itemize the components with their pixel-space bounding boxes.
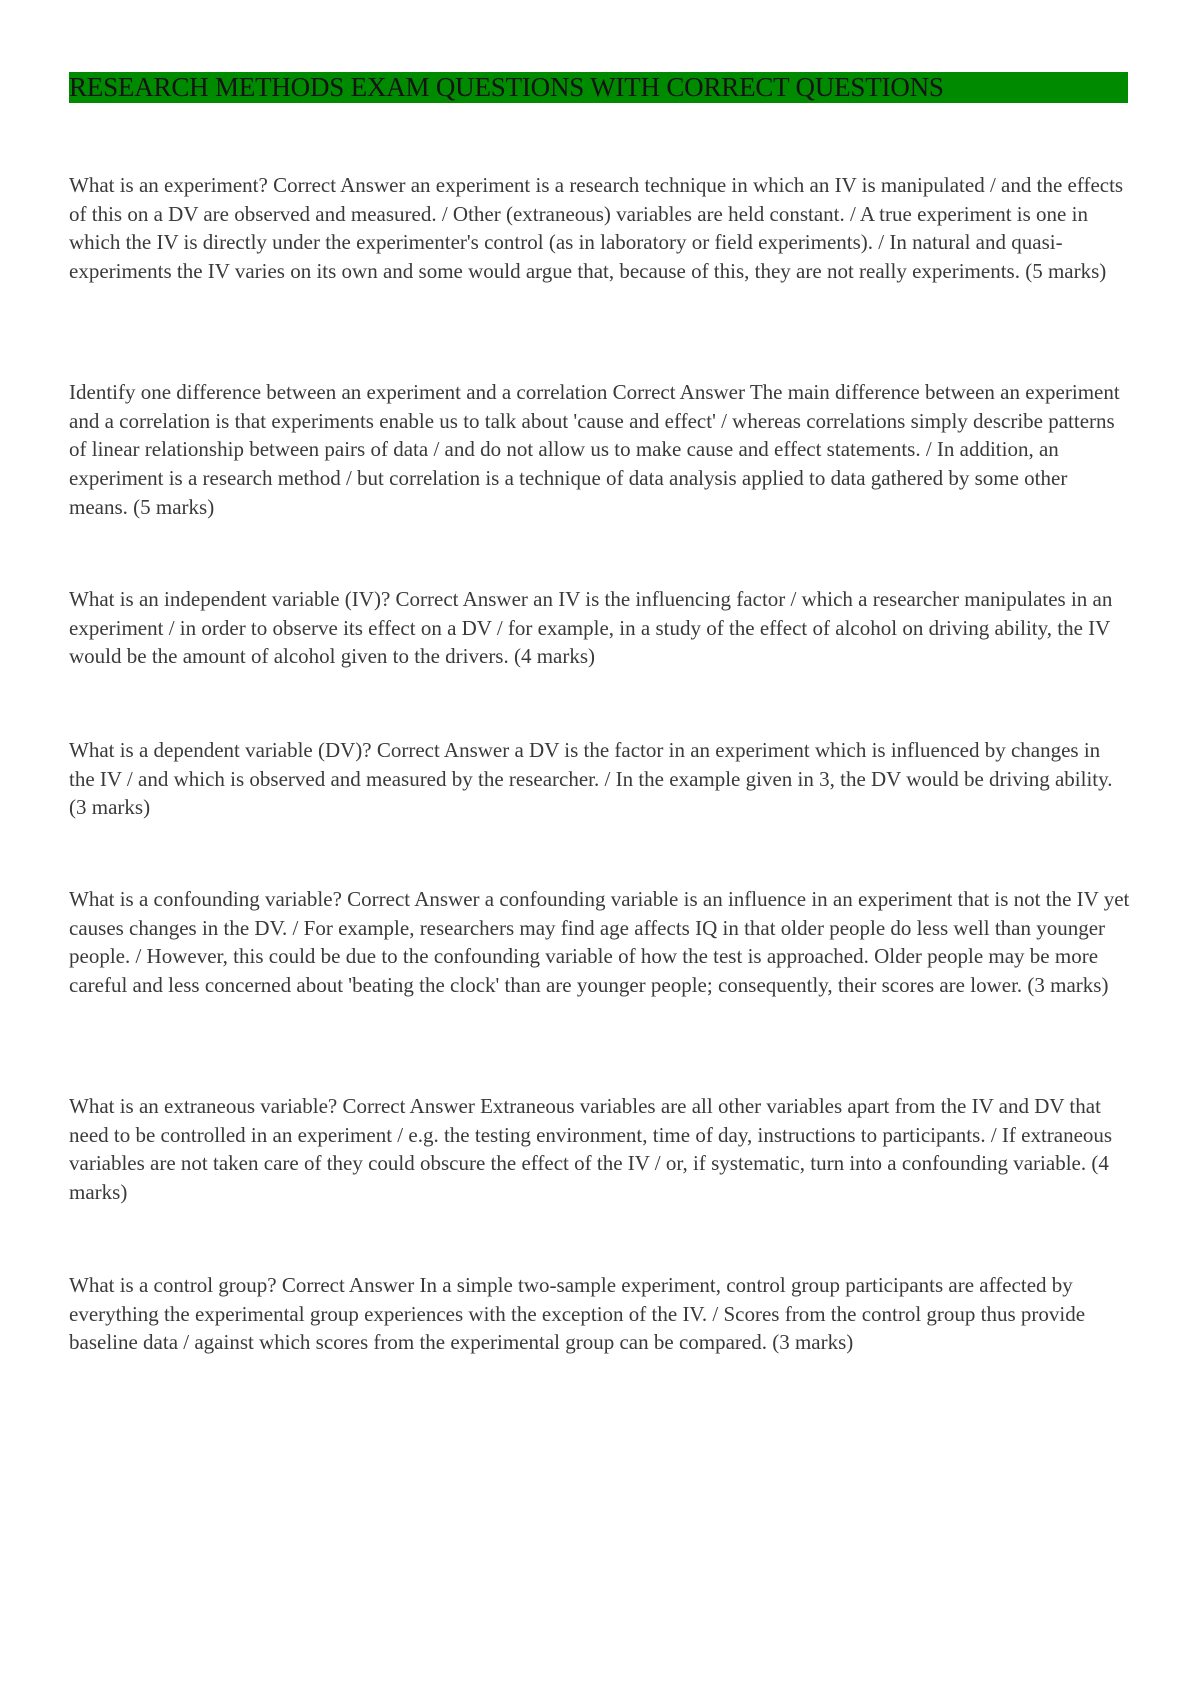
question-answer-item: What is a control group? Correct Answer In a simple two-sample experiment, control group participants are affected by everything the experimental group experiences with the exception of the IV. / Scores from the control group thus provide baseline data / against which scores from the experimental group can be compared. (3 marks) — [69, 1273, 1086, 1355]
question-answer-item: What is an extraneous variable? Correct Answer Extraneous variables are all other variables apart from the IV and DV that need to be controlled in an experiment / e.g. the testing environment, time of day, instructions to participants. / If extraneous variables are not taken care of they could obscure the effect of the IV / or, if systematic, turn into a confounding variable. (4 marks) — [69, 1094, 1113, 1205]
question-answer-item: What is a dependent variable (DV)? Correct Answer a DV is the factor in an experiment which is influenced by changes in the IV / and which is observed and measured by the researcher. / In the example given in 3, the DV would be driving ability. (3 marks) — [69, 738, 1113, 820]
question-answer-item: What is a confounding variable? Correct Answer a confounding variable is an influence in an experiment that is not the IV yet causes changes in the DV. / For example, researchers may find age affects IQ in that older people do less well than younger people. / However, this could be due to the confounding variable of how the test is approached. Older people may be more careful and less concerned about 'beating the clock' than are younger people; consequently, their scores are lower. (3 marks) — [69, 887, 1130, 998]
question-answer-item: Identify one difference between an experiment and a correlation Correct Answer The main difference between an experiment and a correlation is that experiments enable us to talk about 'cause and effect' / whereas correlations simply describe patterns of linear relationship between pairs of data / and do not allow us to make cause and effect statements. / In addition, an experiment is a research method / but correlation is a technique of data analysis applied to data gathered by some other means. (5 marks) — [69, 380, 1120, 519]
question-answer-item: What is an independent variable (IV)? Correct Answer an IV is the influencing factor / which a researcher manipulates in an experiment / in order to observe its effect on a DV / for example, in a study of the effect of alcohol on driving ability, the IV would be the amount of alcohol given to the drivers. (4 marks) — [69, 587, 1113, 669]
document-title: RESEARCH METHODS EXAM QUESTIONS WITH CORRECT QUESTIONS — [69, 72, 1128, 103]
question-answer-item: What is an experiment? Correct Answer an experiment is a research technique in which an IV is manipulated / and the effects of this on a DV are observed and measured. / Other (extraneous) variables are held constant. / A true experiment is one in which the IV is directly under the experimenter's control (as in laboratory or field experiments). / In natural and quasi-experiments the IV varies on its own and some would argue that, because of this, they are not really experiments. (5 marks) — [69, 173, 1124, 284]
